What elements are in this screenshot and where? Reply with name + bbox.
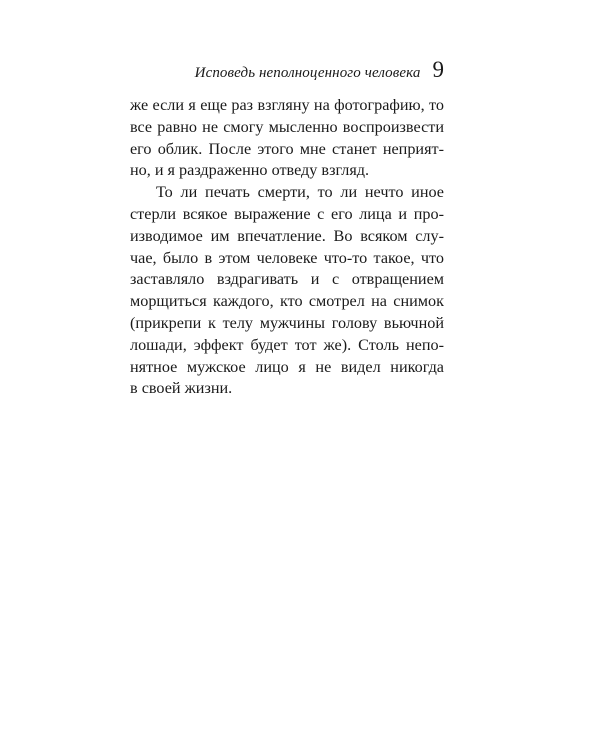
running-title: Исповедь неполноценного человека [194, 65, 421, 81]
text-line: нятное мужское лицо я не видел никогда [130, 357, 444, 376]
text-line: лошади, эффект будет тот же). Столь непо- [130, 335, 444, 354]
text-line: изводимое им впечатление. Во всяком слу- [130, 226, 444, 245]
text-line: в своей жизни. [130, 379, 233, 398]
text-line: заставляло вздрагивать и с отвращением [130, 270, 444, 289]
body-text [130, 95, 444, 400]
text-line: все равно не смогу мысленно воспроизвести [130, 117, 444, 136]
running-head [195, 58, 444, 82]
page-number: 9 [432, 57, 444, 82]
text-line: морщиться каждого, кто смотрел на снимок [130, 292, 444, 311]
paragraph-2 [130, 182, 444, 400]
text-line: (прикрепи к телу мужчины голову вьючной [130, 313, 444, 332]
text-line: но, и я раздраженно отведу взгляд. [130, 161, 370, 180]
text-line: То ли печать смерти, то ли нечто иное [156, 183, 444, 202]
paragraph-1 [130, 95, 444, 182]
text-line: его облик. После этого мне станет неприят- [130, 139, 444, 158]
text-line: чае, было в этом человеке что-то такое, что [130, 248, 444, 267]
text-line: же если я еще раз взгляну на фотографию, то [130, 96, 444, 114]
text-line: стерли всякое выражение с его лица и про- [130, 204, 444, 223]
